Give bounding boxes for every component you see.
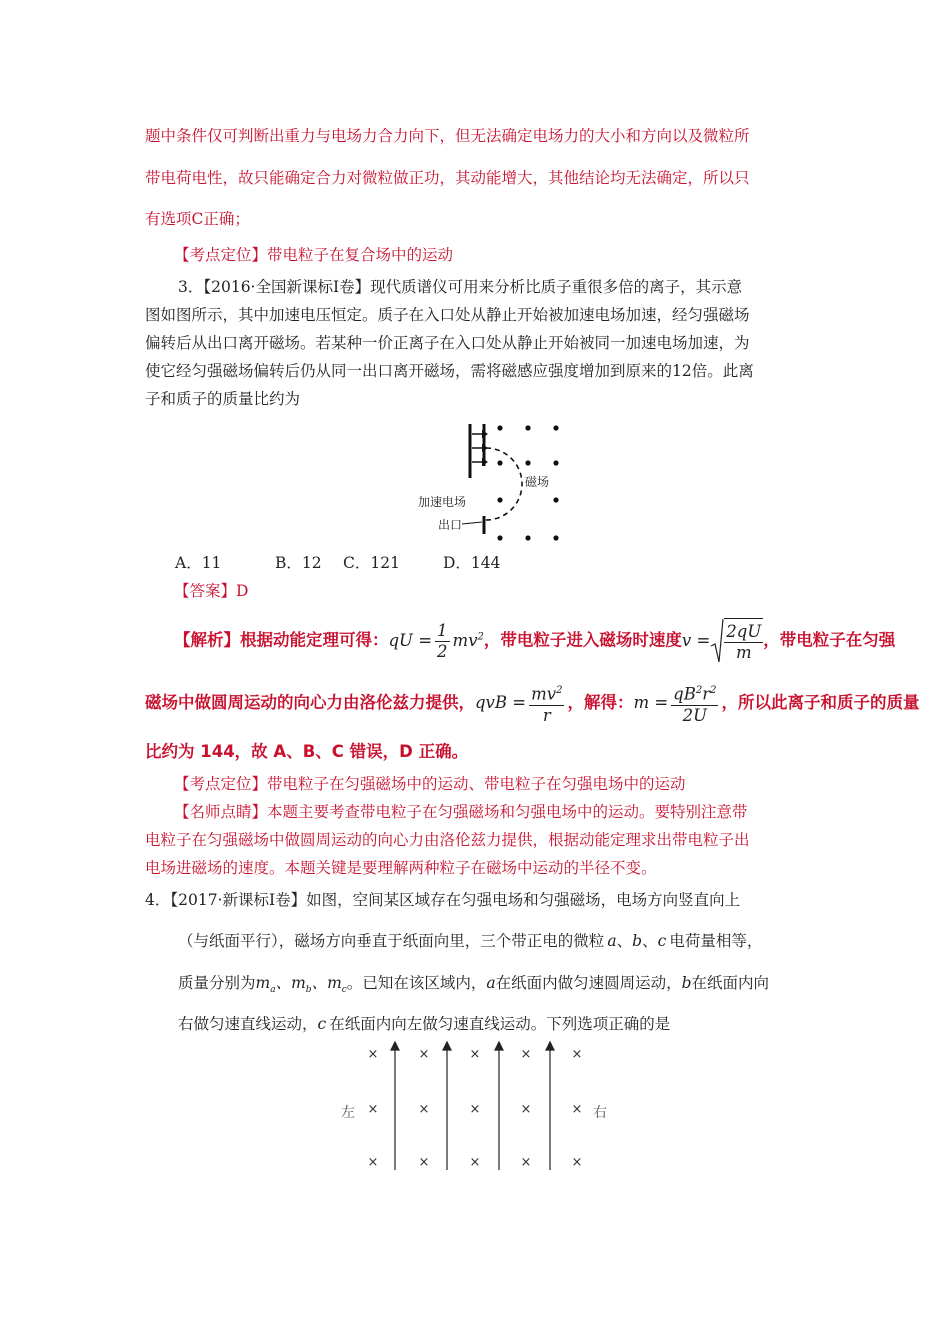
cross-icon: × — [520, 1155, 532, 1170]
formula-velocity: v = $\frac{2qU}{m}$ — [682, 631, 763, 650]
cross-icon: × — [571, 1155, 583, 1170]
right-label: 右 — [593, 1105, 607, 1121]
cross-icon: × — [571, 1047, 583, 1062]
kaodian-tag: 【考点定位】 — [174, 775, 268, 793]
q4-masses: $m_a$、$m_b$、$m_c$ — [255, 974, 347, 996]
cross-icon: × — [571, 1102, 583, 1117]
mingshi-text-1: 本题主要考查带电粒子在匀强磁场和匀强电场中的运动。要特别注意带 — [267, 803, 748, 821]
explanation-line-2: 带电荷电性，故只能确定合力对微粒做正功，其动能增大，其他结论均无法确定，所以只 — [145, 169, 750, 187]
analysis-line-1 — [174, 614, 895, 665]
answer-tag: 【答案】 — [174, 582, 237, 600]
field-region-figure — [335, 1040, 625, 1175]
q4-line-2: （与纸面平行），磁场方向垂直于纸面向里，三个带正电的微粒 a、b、c 电荷量相等， — [178, 932, 763, 950]
cross-icon: × — [367, 1047, 379, 1062]
analysis-part-3: ，带电粒子在匀强 — [763, 630, 896, 650]
analysis-line-3: 比约为 144，故 A、B、C 错误，D 正确。 — [145, 742, 469, 761]
q4-line-3-c: 在纸面内做匀速圆周运动， — [495, 974, 682, 992]
field-label: 加速电场 — [418, 495, 467, 509]
q3-line-5: 子和质子的质量比约为 — [145, 390, 301, 408]
formula-mass: m = $\frac{qB^2r^2}{2U}$ — [633, 693, 721, 712]
q4-particles: a — [604, 932, 617, 950]
q4-line-3-b: 。已知在该区域内， — [346, 974, 487, 992]
formula-kinetic: qU = $\frac{1}{2}$ $mv^2$ — [388, 620, 484, 661]
analysis-line-2-c: ，所以此离子和质子的质量 — [721, 693, 920, 712]
cross-icon: × — [469, 1047, 481, 1062]
q3-line-2: 图如图所示，其中加速电压恒定。质子在入口处从静止开始被加速电场加速，经匀强磁场 — [145, 306, 750, 324]
kaodian-prev-text: 带电粒子在复合场中的运动 — [267, 246, 454, 264]
mingshi-line-3: 电场进磁场的速度。本题关键是要理解两种粒子在磁场中运动的半径不变。 — [145, 859, 657, 877]
cross-icon: × — [367, 1102, 379, 1117]
mingshi-line-2: 电粒子在匀强磁场中做圆周运动的向心力由洛伦兹力提供，根据动能定理求出带电粒子出 — [145, 831, 750, 849]
q4-line-4: 右做匀速直线运动，c 在纸面内向左做匀速直线运动。下列选项正确的是 — [178, 1015, 671, 1033]
q4-line-2-b: 电荷量相等， — [669, 932, 763, 950]
analysis-line-2 — [145, 680, 919, 726]
option-c: C．121 — [343, 554, 400, 572]
cross-icon: × — [520, 1102, 532, 1117]
analysis-line-2-b: ，解得： — [567, 693, 634, 712]
analysis-line-2-a: 磁场中做圆周运动的向心力由洛伦兹力提供， — [145, 693, 475, 712]
left-label: 左 — [341, 1105, 355, 1121]
mingshi-tag: 【名师点睛】 — [174, 803, 268, 821]
q3-line-1: 3．【2016·全国新课标Ⅰ卷】现代质谱仪可用来分析比质子重很多倍的离子，其示意 — [178, 278, 743, 296]
q4-line-3: 质量分别为$m_a$、$m_b$、$m_c$。已知在该区域内，a在纸面内做匀速圆周运动，b在纸面内向 — [178, 974, 770, 996]
cross-icon: × — [520, 1047, 532, 1062]
option-a: A．11 — [175, 554, 222, 572]
q3-line-4: 使它经匀强磁场偏转后仍从同一出口离开磁场，需将磁感应强度增加到原来的12倍。此离 — [145, 362, 754, 380]
q4-line-4-a: 右做匀速直线运动， — [178, 1015, 318, 1033]
q4-line-3-d: 在纸面内向 — [691, 974, 770, 992]
q3-options — [175, 553, 501, 573]
cross-icon: × — [418, 1155, 430, 1170]
cross-icon: × — [367, 1155, 379, 1170]
magnet-label: 磁场 — [525, 475, 550, 489]
cross-icon: × — [469, 1155, 481, 1170]
q4-line-1: 4．【2017·新课标Ⅰ卷】如图，空间某区域存在匀强电场和匀强磁场，电场方向竖直向上 — [145, 891, 741, 909]
option-b: B．12 — [275, 554, 322, 572]
exit-label: 出口 — [438, 518, 463, 532]
explanation-line-3: 有选项C正确； — [145, 210, 250, 228]
analysis-tag: 【解析】 — [174, 630, 240, 650]
q4-line-2-a: （与纸面平行），磁场方向垂直于纸面向里，三个带正电的微粒 — [178, 932, 605, 950]
analysis-part-1: 根据动能定理可得： — [240, 630, 389, 650]
cross-icon: × — [418, 1047, 430, 1062]
kaodian-text: 带电粒子在匀强磁场中的运动、带电粒子在匀强电场中的运动 — [267, 775, 686, 793]
cross-icon: × — [469, 1102, 481, 1117]
q3-line-3: 偏转后从出口离开磁场。若某种一价正离子在入口处从静止开始被同一加速电场加速，为 — [145, 334, 750, 352]
cross-icon: × — [418, 1102, 430, 1117]
q4-line-3-a: 质量分别为 — [178, 974, 256, 992]
kaodian-prev-tag: 【考点定位】 — [174, 246, 268, 264]
answer-value: D — [236, 582, 249, 600]
q4-line-4-b: 在纸面内向左做匀速直线运动。下列选项正确的是 — [329, 1015, 671, 1033]
kaodian-prev — [174, 245, 453, 265]
answer — [174, 581, 248, 601]
analysis-part-2: ，带电粒子进入磁场时速度 — [483, 630, 682, 650]
mingshi-line-1 — [174, 802, 748, 822]
explanation-line-1: 题中条件仅可判断出重力与电场力合力向下，但无法确定电场力的大小和方向以及微粒所 — [145, 127, 750, 145]
option-d: D．144 — [443, 554, 501, 572]
kaodian — [174, 774, 686, 794]
mass-spectrometer-figure — [410, 418, 580, 548]
formula-lorentz: qvB = $\frac{mv^2}{r}$ — [475, 693, 567, 712]
